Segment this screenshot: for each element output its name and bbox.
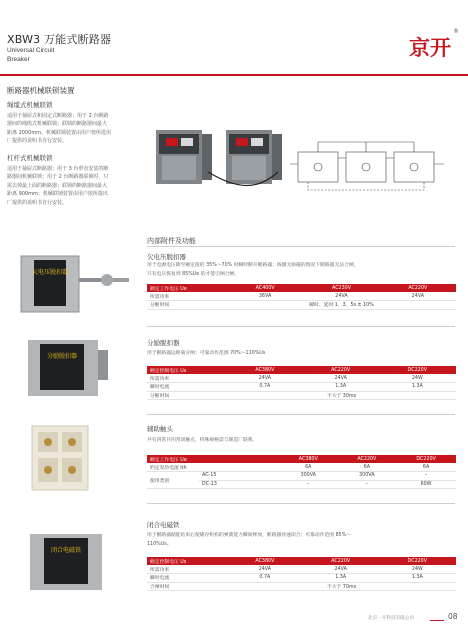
table-row: [147, 582, 456, 590]
lever-interlock-text: [7, 165, 143, 207]
section-divider: [147, 503, 455, 504]
footer-accent-line: [430, 620, 444, 621]
table-cell: 1.3A: [303, 383, 379, 391]
table-cell: AC-15: [199, 472, 279, 480]
english-subtitle-line-1: Universal Circuit: [7, 47, 55, 54]
text-line: 需去掉最上面的断路器；联锁的断路器间最大: [7, 182, 108, 189]
table-cell: 合闸时间: [147, 582, 227, 590]
shunt-desc: [147, 350, 457, 359]
table-cell: DC220V: [379, 366, 456, 374]
text-line: 110%Us。: [147, 541, 172, 547]
table-cell: 所需功率: [147, 292, 227, 300]
interlock-heading: 断路器机械联锁装置: [7, 86, 75, 95]
table-cell: 6A: [338, 463, 397, 471]
text-line: 距离 900mm；机械联锁装置由用户按所提出: [7, 191, 108, 198]
table-cell: 瞬时电流: [147, 574, 227, 582]
table-cell: 6A: [396, 463, 456, 471]
table-cell: 6A: [279, 463, 338, 471]
closing-title: 闭合电磁铁: [147, 521, 180, 529]
table-cell: 60W: [396, 480, 456, 488]
table-cell: DC-13: [199, 480, 279, 488]
table-header-row: [147, 366, 456, 374]
table-row: [147, 472, 456, 480]
table-cell: –: [396, 472, 456, 480]
table-row: [147, 292, 456, 300]
text-line: 适用于抽屉式断路器；用于 3 台垂直安装的断: [7, 166, 109, 172]
table-cell: AC230V: [303, 284, 379, 292]
auxiliary-contact-photo: [22, 418, 102, 498]
aux-title: 辅助触头: [147, 425, 173, 433]
text-line: 用于断路器储能结束后使储存机构的弹簧能力瞬间释放，断路器快速闭合；可靠动作范围 85%～: [147, 533, 352, 538]
registered-mark: ®: [453, 28, 459, 35]
aux-desc: [147, 437, 457, 446]
brand-logo-text: 京开: [409, 36, 451, 60]
text-line: 共有四常开四常闭触点，特殊规格需与制造厂联系。: [147, 438, 258, 443]
table-cell: 不大于 70ms: [227, 582, 456, 590]
table-header-row: [147, 284, 456, 292]
table-cell: 300VA: [279, 472, 338, 480]
table-row: [147, 574, 456, 582]
table-cell: 36VA: [227, 292, 303, 300]
table-cell: 1.3A: [379, 383, 456, 391]
table-cell: 使用类别: [147, 472, 199, 489]
table-cell: 额定控制电压 Us: [147, 366, 227, 374]
table-cell: 额定工作电压 Ue: [147, 284, 227, 292]
table-row: [147, 391, 456, 399]
table-cell: AC220V: [303, 366, 379, 374]
cable-interlock-title: 绳缆式机械联锁: [7, 101, 53, 109]
table-cell: AC400V: [227, 284, 303, 292]
table-cell: 24VA: [303, 565, 379, 573]
text-line: 路器间机械联锁；用于 2 台断路器联锁时，只: [7, 174, 109, 181]
table-cell: 所需功率: [147, 374, 227, 382]
brand-logo: [406, 34, 454, 60]
lever-interlock-title: 杠杆式机械联锁: [7, 154, 53, 162]
header-divider: [0, 74, 468, 76]
undervoltage-title: 欠电压脱扣器: [147, 253, 186, 261]
text-line: 用于断路器远距离分闸；可靠动作范围 70%～110%Us: [147, 351, 266, 356]
table-header-row: [147, 455, 456, 463]
breaker-photo-1: [156, 130, 212, 184]
table-cell: AC220V: [380, 284, 456, 292]
table-cell: –: [279, 480, 338, 488]
table-cell: 24VA: [380, 292, 456, 300]
table-cell: AC220V: [338, 455, 397, 463]
table-cell: 所需功率: [147, 565, 227, 573]
table-cell: DC220V: [379, 557, 456, 565]
table-row: [147, 463, 456, 471]
page-title: XBW3 万能式断路器: [7, 33, 112, 46]
table-cell: 300VA: [338, 472, 397, 480]
shunt-title: 分励脱扣器: [147, 339, 180, 347]
undervoltage-label: 欠电压脱扣器: [31, 269, 69, 276]
table-cell: 24VA: [227, 374, 303, 382]
undervoltage-spec-table: [147, 284, 456, 310]
closing-spec-table: [147, 557, 456, 591]
section-divider: [147, 246, 455, 247]
table-cell: 24VA: [303, 374, 379, 382]
section-divider: [147, 414, 455, 415]
table-cell: –: [338, 480, 397, 488]
text-line: 器间的绳缆式机械联锁；联锁的断路器间最大: [7, 121, 108, 128]
undervoltage-desc: [147, 262, 457, 279]
table-cell: 不大于 30ms: [227, 391, 456, 399]
text-line: 厂提供的说明书自行安装。: [7, 199, 68, 206]
interlock-line-diagram: [290, 142, 444, 190]
table-header-row: [147, 557, 456, 565]
text-line: 用于电源电压降至额定值的 35%～70% 时瞬时断开断路器；线圈无励磁的情况下断路器无法合闸，: [147, 263, 359, 268]
table-cell: 分断时间: [147, 391, 227, 399]
table-cell: 分断时间: [147, 301, 227, 309]
accessories-heading: 内部附件及功能: [147, 237, 196, 245]
table-cell: AC220V: [303, 557, 379, 565]
table-cell: 1.3A: [379, 574, 456, 582]
aux-spec-table: [147, 455, 456, 489]
closing-desc: [147, 532, 457, 549]
english-subtitle-line-2: Breaker: [7, 56, 30, 63]
table-cell: 0.7A: [227, 574, 303, 582]
text-line: 只有电压恢复到 85%Ue 的才能引闸合闸。: [147, 271, 240, 277]
table-cell: 瞬时电流: [147, 383, 227, 391]
table-cell: AC380V: [279, 455, 338, 463]
table-cell: 额定工作电压 Ue: [147, 455, 279, 463]
table-cell: 24VA: [303, 292, 379, 300]
shunt-label: 分励脱扣器: [46, 353, 78, 360]
table-cell: 24W: [379, 565, 456, 573]
interlock-illustrations: [148, 94, 468, 200]
table-cell: 1.3A: [303, 574, 379, 582]
page-number: 08: [448, 612, 458, 621]
table-row: [147, 374, 456, 382]
table-cell: AC380V: [227, 366, 303, 374]
table-cell: 额定控制电压 Us: [147, 557, 227, 565]
table-cell: AC380V: [227, 557, 303, 565]
section-divider: [147, 326, 455, 327]
closing-label: 闭合电磁铁: [50, 547, 82, 554]
table-cell: DC220V: [396, 455, 456, 463]
table-cell: 24W: [379, 374, 456, 382]
table-row: [147, 565, 456, 573]
shunt-spec-table: [147, 366, 456, 400]
shunt-release-photo: [18, 330, 113, 410]
undervoltage-release-photo: [15, 248, 133, 318]
footer-company: 北京一开科技有限公司: [368, 616, 414, 621]
text-line: 距离 2000mm。机械联锁装置由用户按所选用: [7, 129, 112, 136]
closing-electromagnet-photo: [20, 522, 115, 602]
table-cell: 约定发热电流 Ith: [147, 463, 279, 471]
table-row: [147, 301, 456, 309]
table-cell: 24VA: [227, 565, 303, 573]
table-cell: 0.7A: [227, 383, 303, 391]
text-line: 适用于抽屉式和固定式断路器；用于 2 台断路: [7, 113, 109, 119]
table-cell: 瞬时、延时 1、3、5s ± 10%: [227, 301, 456, 309]
text-line: 厂提供的说明书自行安装。: [7, 138, 68, 145]
cable-interlock-text: [7, 112, 143, 146]
table-row: [147, 383, 456, 391]
